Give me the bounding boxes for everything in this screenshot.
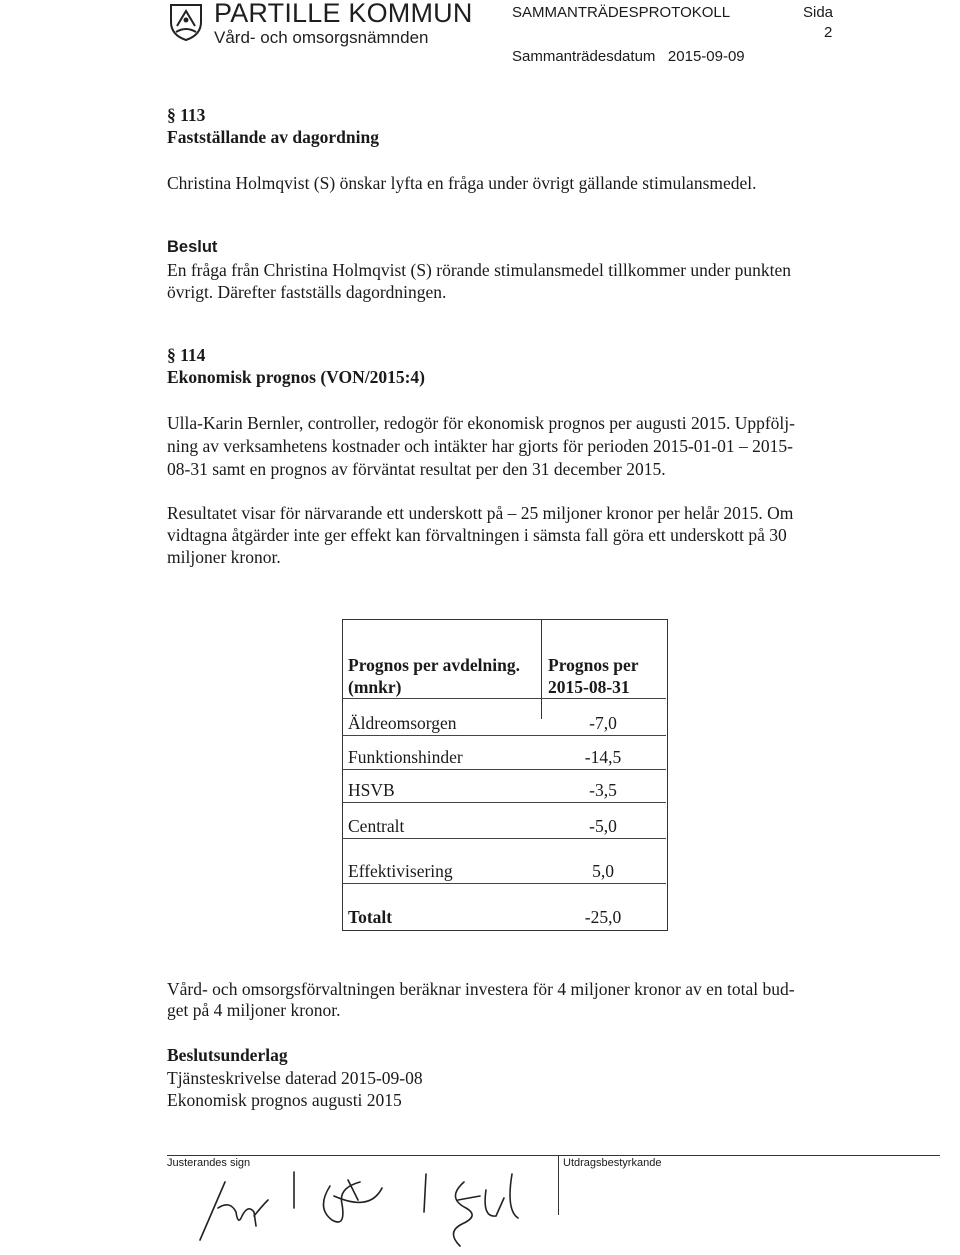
- decision-basis-heading: Beslutsunderlag: [167, 1045, 288, 1065]
- municipal-coat-of-arms-icon: [168, 2, 204, 42]
- table-row-value: -14,5: [584, 747, 622, 767]
- table-header-left-line2: (mnkr): [348, 677, 402, 697]
- section-113-number: § 113: [167, 105, 206, 125]
- adjusters-sign-label: Justerandes sign: [167, 1157, 251, 1169]
- table-row-value: -5,0: [589, 816, 617, 836]
- table-total-value: -25,0: [584, 907, 622, 927]
- section-114-paragraph3-line1: Vård- och omsorgsförvaltningen beräknar investera för 4 miljoner kronor av en total bud-: [167, 979, 795, 999]
- decision-basis-item: Ekonomisk prognos augusti 2015: [167, 1090, 402, 1110]
- table-row-label: Äldreomsorgen: [348, 713, 457, 733]
- page-number: 2: [824, 24, 833, 41]
- table-row-value: -7,0: [589, 713, 617, 733]
- section-113-intro: Christina Holmqvist (S) önskar lyfta en fråga under övrigt gällande stimulansmedel.: [167, 173, 757, 193]
- table-row-divider: [342, 769, 666, 770]
- table-header-right-line2: 2015-08-31: [548, 677, 630, 697]
- table-row-label: HSVB: [348, 780, 395, 800]
- table-header-underline: [342, 698, 666, 699]
- decision-basis-item: Tjänsteskrivelse daterad 2015-09-08: [167, 1068, 423, 1088]
- section-114-title: Ekonomisk prognos (VON/2015:4): [167, 367, 425, 387]
- section-113-decision-line1: En fråga från Christina Holmqvist (S) rörande stimulansmedel tillkommer under punkten: [167, 260, 792, 280]
- meeting-date-label: Sammanträdesdatum: [512, 48, 656, 65]
- section-114-number: § 114: [167, 345, 206, 365]
- extract-certification-label: Utdragsbestyrkande: [563, 1157, 662, 1169]
- table-row-divider: [342, 802, 666, 803]
- document-type: SAMMANTRÄDESPROTOKOLL: [512, 4, 731, 21]
- table-row-label: Centralt: [348, 816, 405, 836]
- section-113-title: Fastställande av dagordning: [167, 127, 379, 147]
- handwritten-signatures: [190, 1160, 570, 1250]
- section-113-decision-heading: Beslut: [167, 238, 218, 256]
- table-row-divider: [342, 883, 666, 884]
- section-114-paragraph2-line1: Resultatet visar för närvarande ett underskott på – 25 miljoner kronor per helår 2015. Om: [167, 503, 794, 523]
- footer-rule: [167, 1155, 940, 1156]
- table-row-divider: [342, 838, 666, 839]
- section-114-paragraph1-line3: 08-31 samt en prognos av förväntat resultat per den 31 december 2015.: [167, 459, 666, 479]
- meeting-date: [512, 48, 745, 65]
- section-114-paragraph1-line1: Ulla-Karin Bernler, controller, redogör för ekonomisk prognos per augusti 2015. Uppfölj-: [167, 413, 795, 433]
- table-header-right-line1: Prognos per: [548, 655, 639, 675]
- page-label: Sida: [803, 4, 834, 21]
- table-row-label: Funktionshinder: [348, 747, 463, 767]
- table-row-divider: [342, 735, 666, 736]
- table-header-left-line1: Prognos per avdelning.: [348, 655, 520, 675]
- table-row-value: 5,0: [592, 861, 614, 881]
- section-113-decision-line2: övrigt. Därefter fastställs dagordningen.: [167, 282, 447, 302]
- table-row-label: Effektivisering: [348, 861, 453, 881]
- table-row-value: -3,5: [589, 780, 617, 800]
- meeting-date-value: 2015-09-09: [667, 48, 745, 65]
- section-114-paragraph2-line3: miljoner kronor.: [167, 547, 281, 567]
- section-114-paragraph1-line2: ning av verksamhetens kostnader och intäkter har gjorts för perioden 2015-01-01 – 2015-: [167, 436, 793, 456]
- table-column-divider: [541, 619, 542, 719]
- section-114-paragraph2-line2: vidtagna åtgärder inte ger effekt kan förvaltningen i sämsta fall göra ett underskott på 30: [167, 525, 787, 545]
- organization-name: PARTILLE KOMMUN: [214, 0, 473, 28]
- committee-name: Vård- och omsorgsnämnden: [214, 28, 429, 47]
- table-total-label: Totalt: [348, 907, 393, 927]
- section-114-paragraph3-line2: get på 4 miljoner kronor.: [167, 1000, 341, 1020]
